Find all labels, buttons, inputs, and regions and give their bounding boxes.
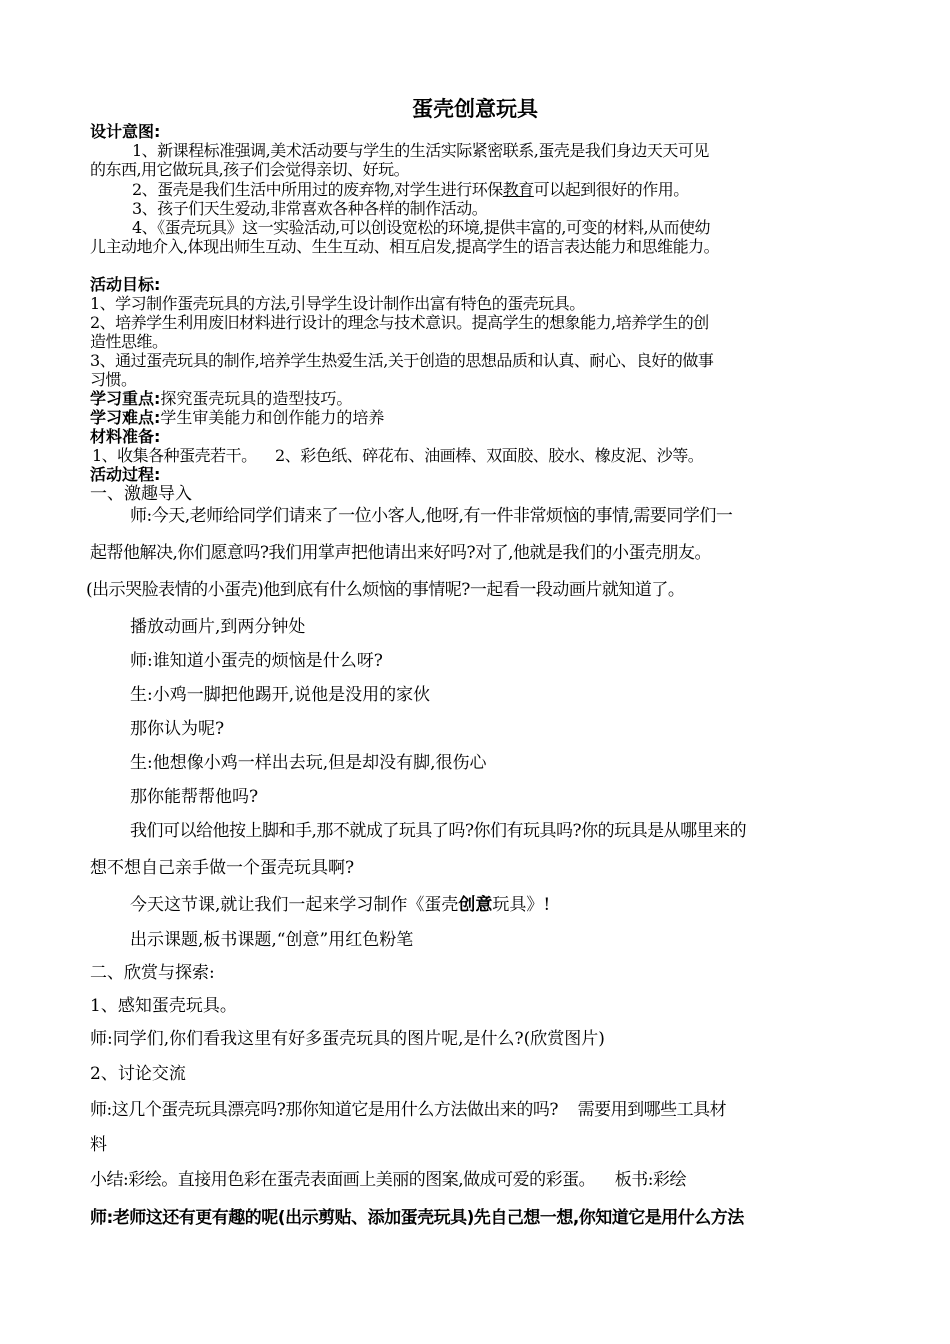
section-1-heading: 一、激趣导入 [90,484,192,504]
teacher-line-12a: 师:这几个蛋壳玩具漂亮吗?那你知道它是用什么方法做出来的吗? 需要用到哪些工具材 [90,1100,727,1120]
lesson-intro-text: 今天这节课,就让我们一起来学习制作《蛋壳 [130,895,459,915]
design-para-2-text: 2、蛋壳是我们生活中所用过的废弃物,对学生进行环保 [132,180,503,199]
section-2-2: 2、讨论交流 [90,1064,186,1084]
teacher-line-14: 师:老师这还有更有趣的呢(出示剪贴、添加蛋壳玩具)先自己想一想,你知道它是用什么方法 [90,1208,744,1228]
teacher-prompt-2: 那你能帮帮他吗? [130,787,259,807]
goals-heading: 活动目标: [90,275,161,294]
keypoint-line [90,389,870,408]
education-link[interactable]: 教育 [502,180,534,199]
design-para-3: 3、孩子们天生爱动,非常喜欢各种各样的制作活动。 [132,199,488,218]
teacher-line-8a: 我们可以给他按上脚和手,那不就成了玩具了吗?你们有玩具吗?你的玩具是从哪里来的 [130,821,747,841]
difficulty-text: 学生审美能力和创作能力的培养 [160,408,385,427]
materials-text: 1、收集各种蛋壳若干。 2、彩色纸、碎花布、油画棒、双面胶、胶水、橡皮泥、沙等。 [92,446,704,465]
design-heading: 设计意图: [90,122,161,141]
teacher-line-1c: (出示哭脸表情的小蛋壳)他到底有什么烦恼的事情呢?一起看一段动画片就知道了。 [86,580,685,600]
goal-3a: 3、通过蛋壳玩具的制作,培养学生热爱生活,关于创造的思想品质和认真、耐心、良好的做事 [90,351,714,370]
lesson-intro-line [130,894,910,916]
teacher-line-11: 师:同学们,你们看我这里有好多蛋壳玩具的图片呢,是什么?(欣赏图片) [90,1029,605,1049]
teacher-line-12b: 料 [90,1135,107,1155]
teacher-line-1a: 师:今天,老师给同学们请来了一位小客人,他呀,有一件非常烦恼的事情,需要同学们一 [130,506,733,526]
student-answer-1: 生:小鸡一脚把他踢开,说他是没用的家伙 [130,685,431,705]
goal-2a: 2、培养学生利用废旧材料进行设计的理念与技术意识。提高学生的想象能力,培养学生的创 [90,313,709,332]
design-para-2 [132,180,912,199]
section-2-1: 1、感知蛋壳玩具。 [90,996,237,1016]
difficulty-label: 学习难点: [90,408,161,427]
teacher-line-8b: 想不想自己亲手做一个蛋壳玩具啊? [90,858,355,878]
summary-line: 小结:彩绘。直接用色彩在蛋壳表面画上美丽的图案,做成可爱的彩蛋。 板书:彩绘 [90,1170,686,1190]
design-para-1b: 的东西,用它做玩具,孩子们会觉得亲切、好玩。 [90,160,410,179]
goal-2b: 造性思维。 [90,332,168,351]
design-para-4a: 4、《蛋壳玩具》这一实验活动,可以创设宽松的环境,提供丰富的,可变的材料,从而使幼 [132,218,711,237]
keypoint-text: 探究蛋壳玩具的造型技巧。 [160,389,353,408]
step-play-animation: 播放动画片,到两分钟处 [130,617,306,637]
student-answer-2: 生:他想像小鸡一样出去玩,但是却没有脚,很伤心 [130,753,487,773]
teacher-line-1b: 起帮他解决,你们愿意吗?我们用掌声把他请出来好吗?对了,他就是我们的小蛋壳朋友。 [90,543,712,563]
teacher-question: 师:谁知道小蛋壳的烦恼是什么呀? [130,651,383,671]
document-title: 蛋壳创意玩具 [412,97,538,121]
goal-1: 1、学习制作蛋壳玩具的方法,引导学生设计制作出富有特色的蛋壳玩具。 [90,294,585,313]
design-para-4b: 儿主动地介入,体现出师生互动、生生互动、相互启发,提高学生的语言表达能力和思维能力。 [90,237,720,256]
goal-3b: 习惯。 [90,370,137,389]
process-heading: 活动过程: [90,465,161,484]
section-2-heading: 二、欣赏与探索: [90,963,215,983]
design-para-1a: 1、新课程标准强调,美术活动要与学生的生活实际紧密联系,蛋壳是我们身边天天可见 [132,141,709,160]
lesson-intro-emphasis: 创意 [458,895,493,915]
design-para-2-text-end: 可以起到很好的作用。 [533,180,689,199]
lesson-intro-text-end: 玩具》! [492,895,551,915]
show-topic-line: 出示课题,板书课题,“创意”用红色粉笔 [130,930,414,950]
keypoint-label: 学习重点: [90,389,161,408]
materials-heading: 材料准备: [90,427,161,446]
difficulty-line [90,408,870,427]
teacher-prompt-1: 那你认为呢? [130,719,225,739]
